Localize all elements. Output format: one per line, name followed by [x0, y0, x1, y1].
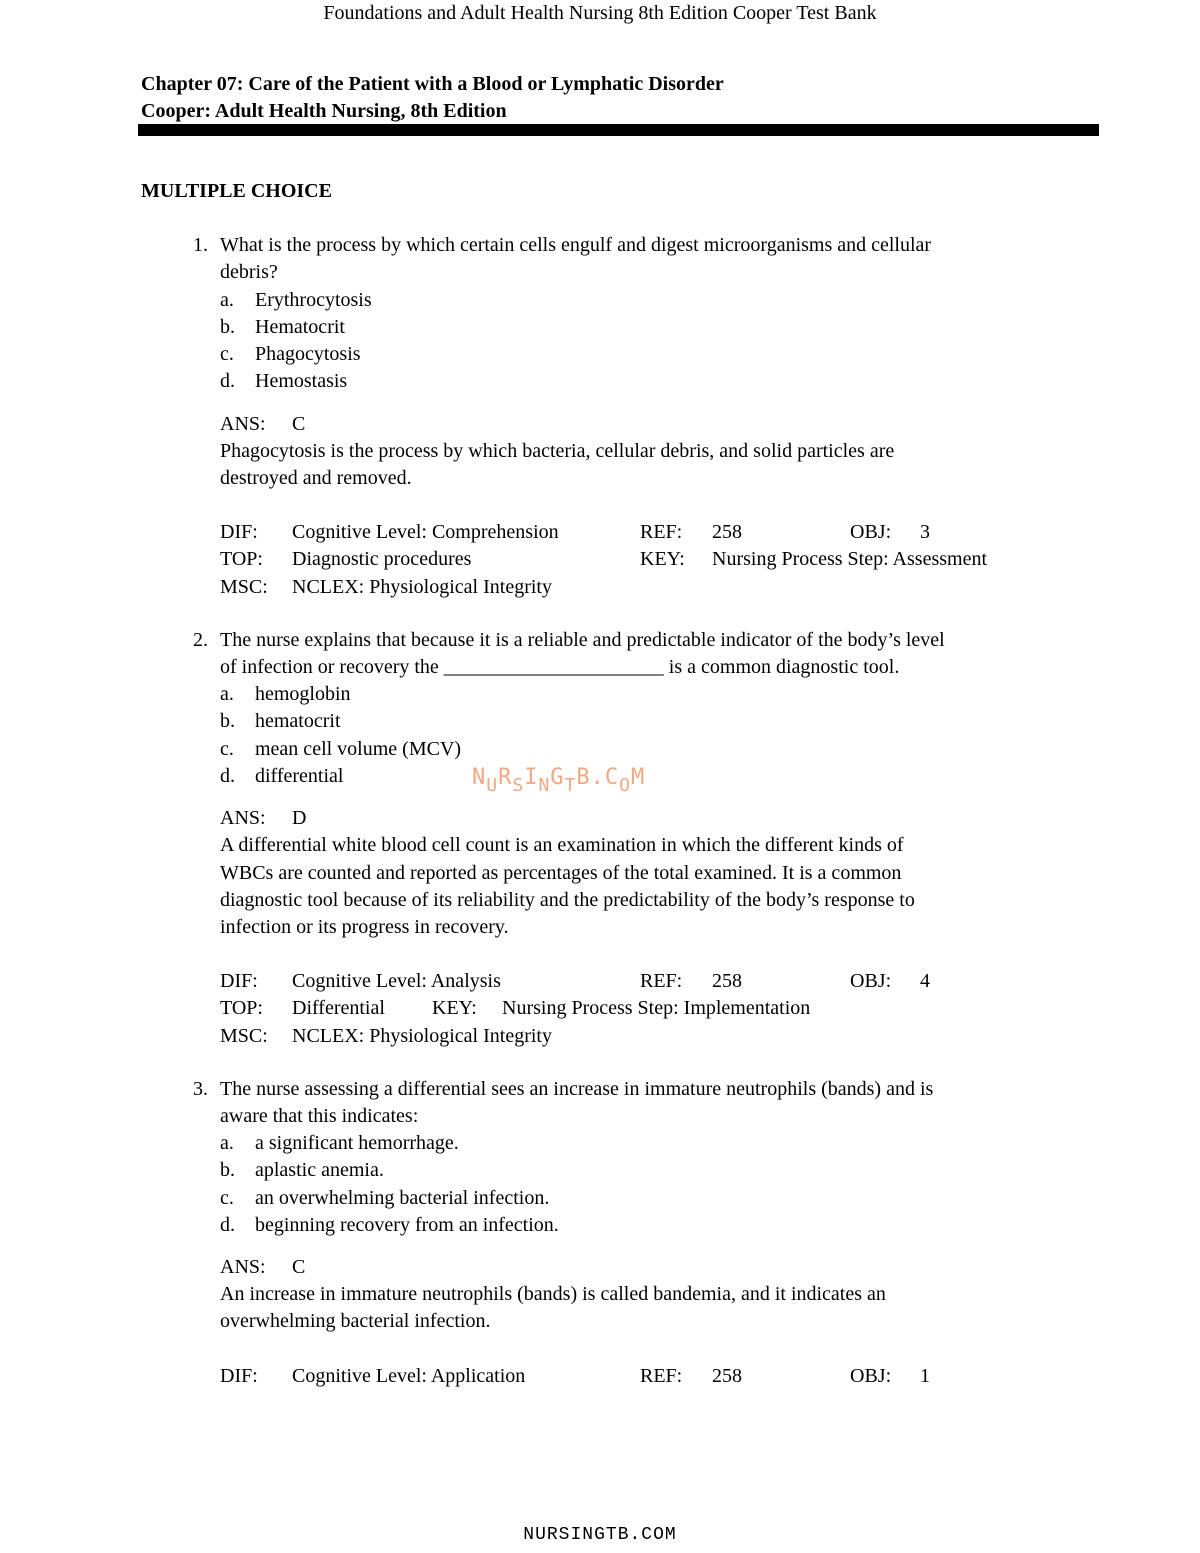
rationale-line: Phagocytosis is the process by which bacteria, cellular debris, and solid particles are	[220, 440, 895, 462]
watermark-letter: R	[498, 765, 513, 790]
answer-value: C	[292, 1256, 306, 1278]
msc-label: MSC:	[220, 1025, 268, 1047]
dif-value: Cognitive Level: Application	[292, 1365, 526, 1387]
dif-label: DIF:	[220, 521, 258, 543]
top-value: Differential	[292, 997, 385, 1019]
option-text: Erythrocytosis	[255, 289, 372, 311]
ref-value: 258	[712, 970, 742, 992]
key-label: KEY:	[432, 997, 477, 1019]
option-letter: a.	[220, 289, 234, 311]
option-text: Hemostasis	[255, 370, 348, 392]
rationale-line: An increase in immature neutrophils (bands) is called bandemia, and it indicates an	[220, 1283, 886, 1305]
chapter-subtitle: Cooper: Adult Health Nursing, 8th Edition	[141, 100, 507, 122]
answer-label: ANS:	[220, 807, 266, 829]
watermark-letter: O	[619, 775, 631, 796]
chapter-title: Chapter 07: Care of the Patient with a Blood or Lymphatic Disorder	[141, 73, 724, 95]
ref-label: REF:	[640, 970, 683, 992]
dif-label: DIF:	[220, 970, 258, 992]
ref-label: REF:	[640, 521, 683, 543]
option-text: differential	[255, 765, 344, 787]
rationale-line: infection or its progress in recovery.	[220, 916, 509, 938]
watermark	[472, 765, 646, 796]
question-number: 2.	[193, 629, 208, 651]
top-label: TOP:	[220, 548, 263, 570]
question-stem-line: What is the process by which certain cells engulf and digest microorganisms and cellular	[220, 234, 932, 256]
question-number: 3.	[193, 1078, 208, 1100]
option-letter: c.	[220, 738, 234, 760]
option-text: a significant hemorrhage.	[255, 1132, 459, 1154]
header-rule	[138, 124, 1099, 136]
option-text: hematocrit	[255, 710, 341, 732]
option-letter: a.	[220, 683, 234, 705]
watermark-letter: B	[576, 765, 591, 790]
key-value: Nursing Process Step: Assessment	[712, 548, 987, 570]
dif-value: Cognitive Level: Comprehension	[292, 521, 559, 543]
option-letter: b.	[220, 316, 235, 338]
rationale-line: overwhelming bacterial infection.	[220, 1310, 491, 1332]
watermark-letter: C	[604, 765, 620, 790]
watermark-letter: I	[524, 765, 539, 790]
key-value: Nursing Process Step: Implementation	[502, 997, 811, 1019]
page-footer: NURSINGTB.COM	[523, 1525, 677, 1545]
question-stem-line: debris?	[220, 261, 278, 283]
question-stem-line: The nurse assessing a differential sees an increase in immature neutrophils (bands) and is	[220, 1078, 934, 1100]
option-text: an overwhelming bacterial infection.	[255, 1187, 550, 1209]
msc-value: NCLEX: Physiological Integrity	[292, 576, 552, 598]
watermark-letter: U	[486, 775, 499, 796]
dif-value: Cognitive Level: Analysis	[292, 970, 501, 992]
watermark-letter: T	[564, 775, 577, 796]
rationale-line: WBCs are counted and reported as percentages of the total examined. It is a common	[220, 862, 902, 884]
answer-value: D	[292, 807, 307, 829]
option-text: hemoglobin	[255, 683, 351, 705]
option-letter: b.	[220, 710, 235, 732]
question-stem-line: The nurse explains that because it is a reliable and predictable indicator of the body’s level	[220, 629, 945, 651]
obj-value: 4	[920, 970, 930, 992]
option-text: beginning recovery from an infection.	[255, 1214, 559, 1236]
dif-label: DIF:	[220, 1365, 258, 1387]
top-value: Diagnostic procedures	[292, 548, 472, 570]
obj-label: OBJ:	[850, 521, 892, 543]
watermark-letter: S	[512, 775, 525, 796]
ref-value: 258	[712, 1365, 742, 1387]
rationale-line: diagnostic tool because of its reliability and the predictability of the body’s response to	[220, 889, 915, 911]
option-letter: d.	[220, 370, 235, 392]
option-text: Hematocrit	[255, 316, 345, 338]
obj-value: 1	[920, 1365, 930, 1387]
question-number: 1.	[193, 234, 208, 256]
obj-label: OBJ:	[850, 1365, 892, 1387]
option-letter: d.	[220, 1214, 235, 1236]
watermark-letter: N	[472, 765, 487, 790]
option-text: aplastic anemia.	[255, 1159, 384, 1181]
ref-value: 258	[712, 521, 742, 543]
top-label: TOP:	[220, 997, 263, 1019]
page-header: Foundations and Adult Health Nursing 8th Edition Cooper Test Bank	[323, 2, 877, 24]
question-stem-line: aware that this indicates:	[220, 1105, 419, 1127]
obj-label: OBJ:	[850, 970, 892, 992]
watermark-letter: G	[550, 765, 565, 790]
option-letter: d.	[220, 765, 235, 787]
answer-label: ANS:	[220, 413, 266, 435]
option-letter: a.	[220, 1132, 234, 1154]
option-letter: c.	[220, 1187, 234, 1209]
option-text: mean cell volume (MCV)	[255, 738, 462, 760]
section-title: MULTIPLE CHOICE	[141, 180, 332, 202]
rationale-line: A differential white blood cell count is an examination in which the different kinds of	[220, 834, 904, 856]
watermark-letter: N	[538, 775, 551, 796]
option-text: Phagocytosis	[255, 343, 361, 365]
option-letter: b.	[220, 1159, 235, 1181]
option-letter: c.	[220, 343, 234, 365]
key-label: KEY:	[640, 548, 685, 570]
obj-value: 3	[920, 521, 930, 543]
question-stem-line: of infection or recovery the ______________________ is a common diagnostic tool.	[220, 656, 900, 678]
msc-label: MSC:	[220, 576, 268, 598]
watermark-letter: M	[630, 765, 646, 790]
answer-value: C	[292, 413, 306, 435]
msc-value: NCLEX: Physiological Integrity	[292, 1025, 552, 1047]
rationale-line: destroyed and removed.	[220, 467, 412, 489]
ref-label: REF:	[640, 1365, 683, 1387]
watermark-letter: .	[590, 765, 605, 790]
answer-label: ANS:	[220, 1256, 266, 1278]
